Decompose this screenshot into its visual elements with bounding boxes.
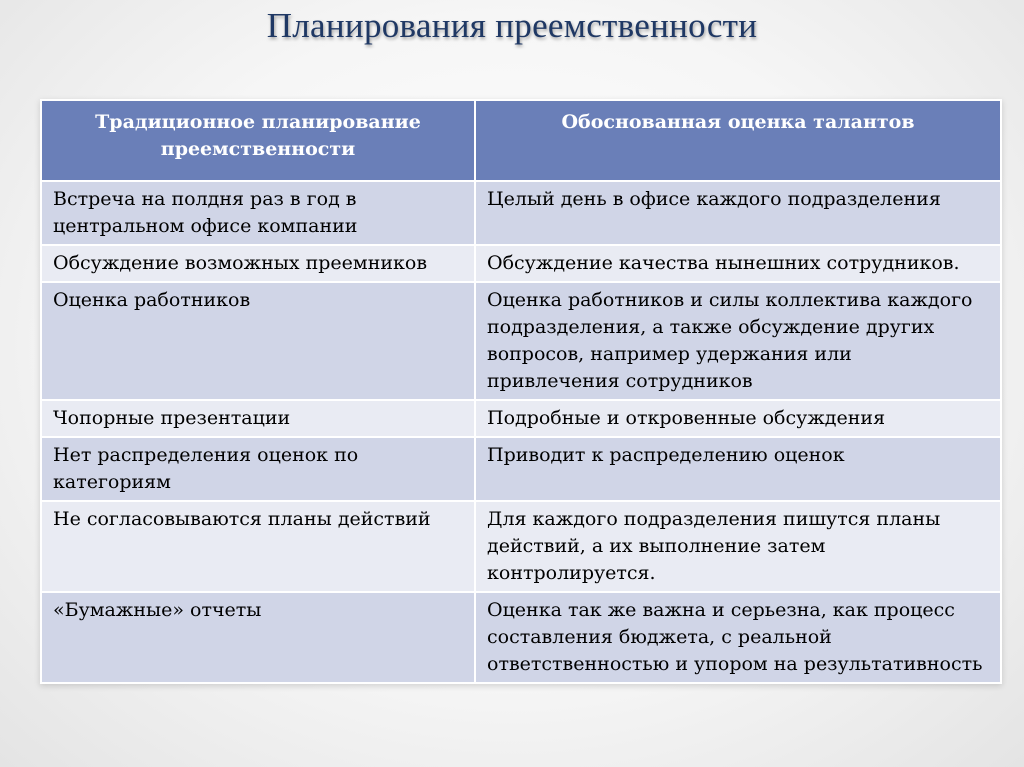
cell-talent: Подробные и откровенные обсуждения [476, 401, 1000, 436]
cell-traditional: Чопорные презентации [42, 401, 474, 436]
cell-traditional: Встреча на полдня раз в год в центральном офисе компании [42, 182, 474, 244]
table-row [42, 246, 1000, 281]
table-row [42, 283, 1000, 399]
cell-talent: Оценка работников и силы коллектива каждого подразделения, а также обсуждение других вопросов, например удержания или привлечения сотрудников [476, 283, 1000, 399]
cell-traditional: «Бумажные» отчеты [42, 593, 474, 682]
cell-talent: Обсуждение качества нынешних сотрудников. [476, 246, 1000, 281]
cell-talent: Для каждого подразделения пишутся планы действий, а их выполнение затем контролируется. [476, 502, 1000, 591]
cell-talent: Оценка так же важна и серьезна, как процесс составления бюджета, с реальной ответственностью и упором на результативность [476, 593, 1000, 682]
table-row [42, 182, 1000, 244]
slide-title: Планирования преемственности [266, 6, 758, 45]
header-traditional: Традиционное планирование преемственности [42, 101, 474, 180]
table-row [42, 502, 1000, 591]
comparison-table [40, 99, 1002, 684]
table-header-row [42, 101, 1000, 180]
cell-traditional: Обсуждение возможных преемников [42, 246, 474, 281]
table-row [42, 438, 1000, 500]
cell-talent: Приводит к распределению оценок [476, 438, 1000, 500]
table-row [42, 593, 1000, 682]
header-talent-assessment: Обоснованная оценка талантов [476, 101, 1000, 180]
cell-traditional: Нет распределения оценок по категориям [42, 438, 474, 500]
cell-talent: Целый день в офисе каждого подразделения [476, 182, 1000, 244]
cell-traditional: Не согласовываются планы действий [42, 502, 474, 591]
cell-traditional: Оценка работников [42, 283, 474, 399]
table-row [42, 401, 1000, 436]
